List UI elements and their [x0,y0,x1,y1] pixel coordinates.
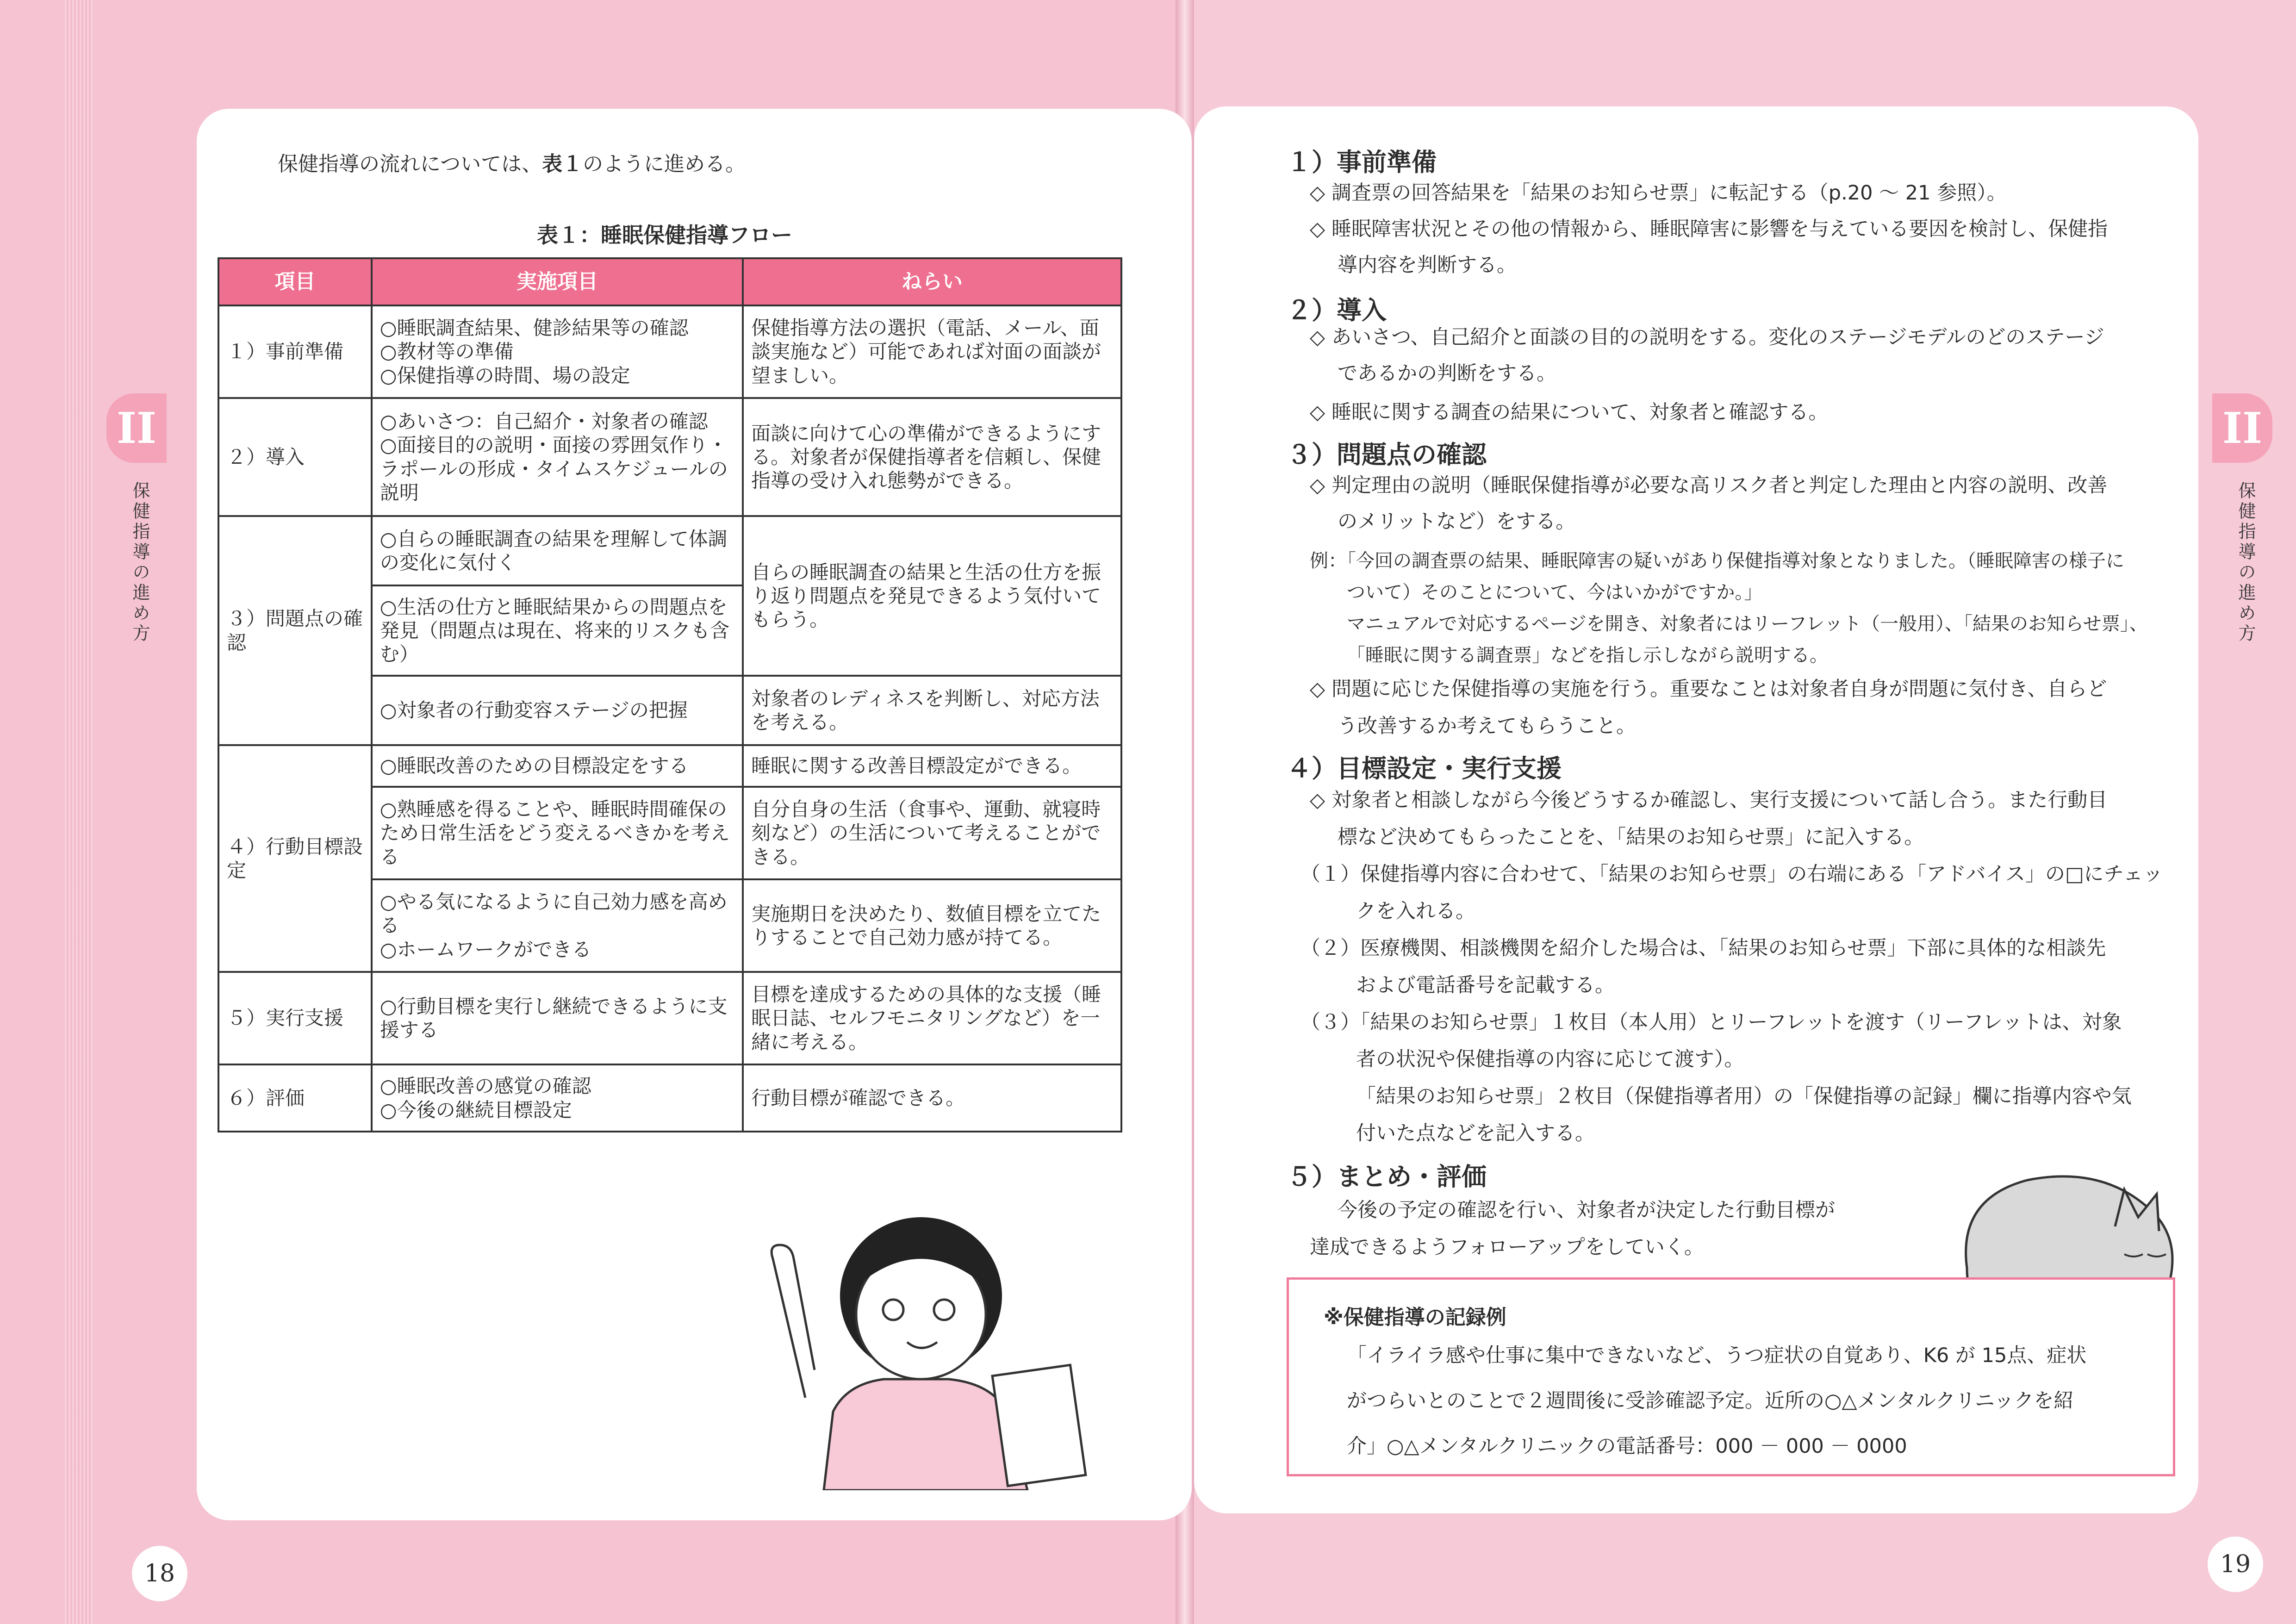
table-row [218,398,1121,516]
row-aim: 行動目標が確認できる。 [743,1064,1121,1132]
bullet-continuation: う改善するか考えてもらうこと。 [1338,715,1636,738]
row-exec: ○あいさつ：自己紹介・対象者の確認 ○面接目的の説明・面接の雰囲気作り・ラポールの形成・タイムスケジュールの説明 [372,398,743,516]
page-number-right: 19 [2208,1537,2263,1592]
bullet-continuation: であるかの判断をする。 [1338,362,1556,385]
row-exec: ○やる気になるように自己効力感を高める ○ホームワークができる [372,879,743,972]
row-aim: 自分自身の生活（食事や、運動、就寝時刻など）の生活について考えることができる。 [743,787,1121,879]
bullet-continuation: 導内容を判断する。 [1338,254,1517,277]
bullet-text: ◇ 睡眠障害状況とその他の情報から、睡眠障害に影響を与えている要因を検討し、保健指 [1310,218,2108,241]
row-item: ６）評価 [218,1064,372,1132]
example-text: 「睡眠に関する調査票」などを指し示しながら説明する。 [1347,645,1828,666]
intro-text: 保健指導の流れについては、表１のように進める。 [278,152,746,176]
example-text: ついて）そのことについて、今はいかがですか。」 [1347,582,1763,603]
row-exec: ○対象者の行動変容ステージの把握 [372,676,743,745]
row-item: １）事前準備 [218,305,372,398]
table-row [218,516,1121,585]
table-row [218,1064,1121,1132]
row-item: ４）行動目標設定 [218,745,372,972]
numbered-continuation: 「結果のお知らせ票」２枚目（保健指導者用）の「保健指導の記録」欄に指導内容や気 [1356,1085,2132,1108]
row-aim: 実施期日を決めたり、数値目標を立てたりすることで自己効力感が持てる。 [743,879,1121,972]
numbered-item: （３）「結果のお知らせ票」１枚目（本人用）とリーフレットを渡す（リーフレットは、対象 [1300,1011,2122,1034]
table-row [218,972,1121,1064]
row-exec: ○生活の仕方と睡眠結果からの問題点を発見（問題点は現在、将来的リスクも含む） [372,585,743,676]
row-exec: ○睡眠改善の感覚の確認 ○今後の継続目標設定 [372,1064,743,1132]
row-item: ２）導入 [218,398,372,516]
table-row [218,745,1121,787]
header-item: 項目 [218,258,372,305]
section-heading-5: ５）まとめ・評価 [1287,1162,1487,1191]
row-exec: ○睡眠調査結果、健診結果等の確認 ○教材等の準備 ○保健指導の時間、場の設定 [372,305,743,398]
numbered-item: （１）保健指導内容に合わせて、「結果のお知らせ票」の右端にある「アドバイス」の□にチェッ [1300,863,2163,886]
section-heading-2: ２）導入 [1287,296,1387,325]
row-aim: 面談に向けて心の準備ができるようにする。対象者が保健指導者を信頼し、保健指導の受け入れ態勢ができる。 [743,398,1121,516]
summary-text: 今後の予定の確認を行い、対象者が決定した行動目標が [1338,1199,1835,1222]
section-tab-left: II [106,393,167,463]
summary-text: 達成できるようフォローアップをしていく。 [1310,1236,1704,1259]
row-exec: ○睡眠改善のための目標設定をする [372,745,743,787]
nurse-illustration [754,1194,1106,1490]
page-edge-lines [65,0,93,1624]
section-heading-3: ３）問題点の確認 [1287,440,1487,469]
record-example-body: 「イライラ感や仕事に集中できないなど、うつ症状の自覚あり、K6 が 15点、症状 がつらいとのことで２週間後に受診確認予定。近所の○△メンタルクリニックを紹 介」○△メンタルクリニックの電話番号：000 － 000 － 0000 [1347,1344,2087,1458]
row-aim: 保健指導方法の選択（電話、メール、面談実施など）可能であれば対面の面談が望ましい。 [743,305,1121,398]
bullet-text: ◇ 問題に応じた保健指導の実施を行う。重要なことは対象者自身が問題に気付き、自らど [1310,678,2107,701]
section-heading-4: ４）目標設定・実行支援 [1287,754,1562,783]
header-exec: 実施項目 [372,258,743,305]
table-header-row [218,258,1121,305]
section-heading-1: １）事前準備 [1287,148,1437,177]
header-aim: ねらい [743,258,1121,305]
row-exec: ○自らの睡眠調査の結果を理解して体調の変化に気付く [372,516,743,585]
bullet-continuation: 標など決めてもらったことを、「結果のお知らせ票」に記入する。 [1338,826,1924,849]
row-aim: 自らの睡眠調査の結果と生活の仕方を振り返り問題点を発見できるよう気付いてもらう。 [743,516,1121,676]
numbered-continuation: 付いた点などを記入する。 [1356,1122,1595,1145]
bullet-text: ◇ 対象者と相談しながら今後どうするか確認し、実行支援について話し合う。また行動目 [1310,789,2108,812]
row-aim: 対象者のレディネスを判断し、対応方法を考える。 [743,676,1121,745]
row-item: ３）問題点の確認 [218,516,372,745]
intro-bold-ref: 表１ [542,152,583,176]
section-vertical-label-left: 保健指導の進め方 [130,481,150,644]
section-tab-right: II [2212,393,2272,463]
numbered-continuation: 者の状況や保健指導の内容に応じて渡す）。 [1356,1048,1744,1071]
numbered-continuation: および電話番号を記載する。 [1356,974,1615,997]
row-aim: 睡眠に関する改善目標設定ができる。 [743,745,1121,787]
row-item: ５）実行支援 [218,972,372,1064]
numbered-continuation: クを入れる。 [1356,900,1475,923]
row-aim: 目標を達成するための具体的な支援（睡眠日誌、セルフモニタリングなど）を一緒に考える。 [743,972,1121,1064]
row-exec: ○熟睡感を得ることや、睡眠時間確保のため日常生活をどう変えるべきかを考える [372,787,743,879]
section-vertical-label-right: 保健指導の進め方 [2235,481,2256,644]
row-exec: ○行動目標を実行し継続できるように支援する [372,972,743,1064]
bullet-text: ◇ あいさつ、自己紹介と面談の目的の説明をする。変化のステージモデルのどのステージ [1310,326,2104,349]
example-text: 例：「今回の調査票の結果、睡眠障害の疑いがあり保健指導対象となりました。（睡眠障害の様子に [1310,550,2124,572]
record-example-title: ※保健指導の記録例 [1324,1306,1506,1329]
guidance-flow-table [218,257,1122,1132]
page-number-left: 18 [132,1546,187,1601]
table-row [218,305,1121,398]
numbered-item: （２）医療機関、相談機関を紹介した場合は、「結果のお知らせ票」下部に具体的な相談先 [1300,937,2106,960]
bullet-text: ◇ 調査票の回答結果を「結果のお知らせ票」に転記する（p.20 ～ 21 参照）。 [1310,181,2007,205]
bullet-text: ◇ 判定理由の説明（睡眠保健指導が必要な高リスク者と判定した理由と内容の説明、改善 [1310,474,2108,497]
example-text: マニュアルで対応するページを開き、対象者にはリーフレット（一般用）、「結果のお知らせ票」、 [1347,613,2148,635]
bullet-continuation: のメリットなど）をする。 [1338,510,1576,533]
bullet-text: ◇ 睡眠に関する調査の結果について、対象者と確認する。 [1310,401,1829,424]
table-title: 表１：睡眠保健指導フロー [537,223,792,248]
